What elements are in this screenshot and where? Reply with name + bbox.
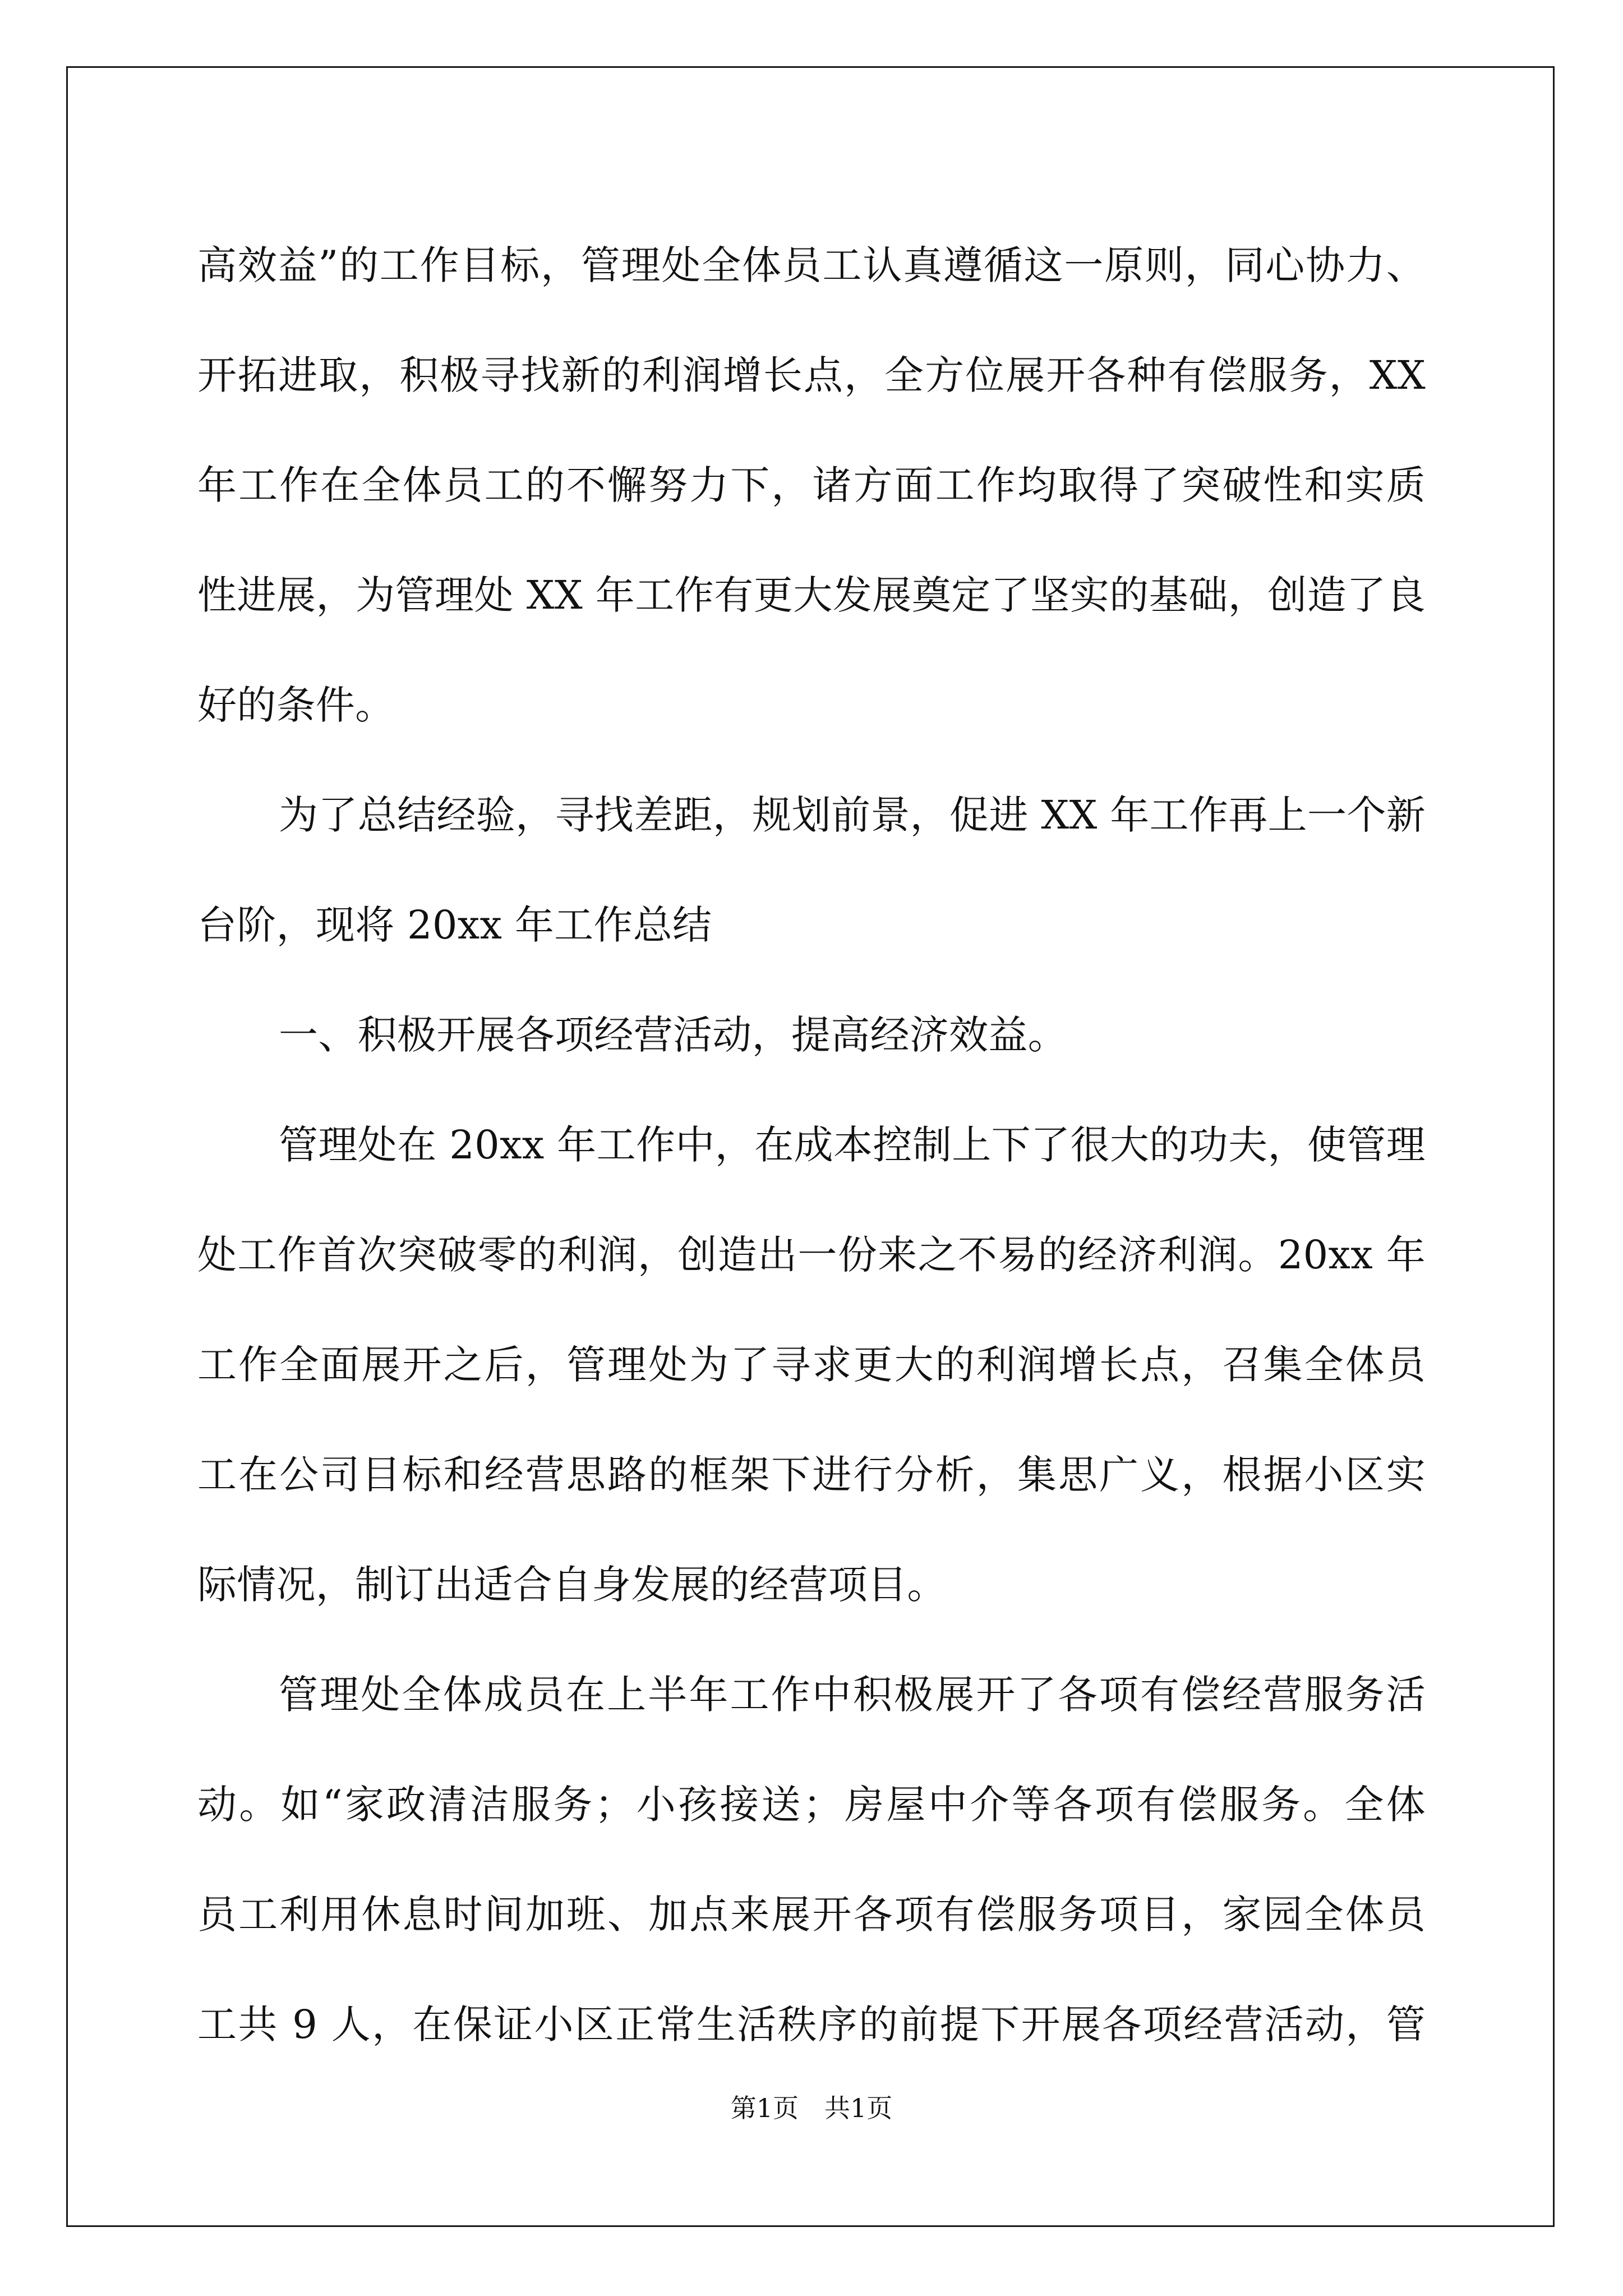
text-line: 一、积极开展各项经营活动，提高经济效益。	[279, 1012, 1067, 1058]
text-line: 年工作在全体员工的不懈努力下，诸方面工作均取得了突破性和实质	[197, 462, 1426, 508]
text-line: 处工作首次突破零的利润，创造出一份来之不易的经济利润。20xx 年	[197, 1232, 1426, 1278]
page-number-total: 共1页	[824, 2093, 893, 2123]
page-number-current: 第1页	[730, 2093, 799, 2123]
text-line: 开拓进取，积极寻找新的利润增长点，全方位展开各种有偿服务，XX	[197, 352, 1426, 398]
text-line: 管理处全体成员在上半年工作中积极展开了各项有偿经营服务活	[279, 1672, 1426, 1718]
text-line: 动。如“家政清洁服务；小孩接送；房屋中介等各项有偿服务。全体	[197, 1782, 1426, 1828]
text-line: 台阶，现将 20xx 年工作总结	[197, 902, 712, 948]
text-line: 工共 9 人，在保证小区正常生活秩序的前提下开展各项经营活动，管	[197, 2001, 1426, 2047]
text-line: 际情况，制订出适合自身发展的经营项目。	[197, 1562, 947, 1608]
text-line: 管理处在 20xx 年工作中，在成本控制上下了很大的功夫，使管理	[279, 1122, 1426, 1168]
text-line: 性进展，为管理处 XX 年工作有更大发展奠定了坚实的基础，创造了良	[197, 572, 1426, 618]
text-line: 为了总结经验，寻找差距，规划前景，促进 XX 年工作再上一个新	[279, 792, 1426, 838]
text-line: 高效益”的工作目标，管理处全体员工认真遵循这一原则，同心协力、	[197, 242, 1426, 288]
page-footer	[0, 2091, 1623, 2125]
text-line: 员工利用休息时间加班、加点来展开各项有偿服务项目，家园全体员	[197, 1892, 1426, 1938]
text-line: 工在公司目标和经营思路的框架下进行分析，集思广义，根据小区实	[197, 1452, 1426, 1498]
document-body	[197, 210, 1426, 2079]
text-line: 工作全面展开之后，管理处为了寻求更大的利润增长点，召集全体员	[197, 1342, 1426, 1388]
text-line: 好的条件。	[197, 682, 395, 728]
